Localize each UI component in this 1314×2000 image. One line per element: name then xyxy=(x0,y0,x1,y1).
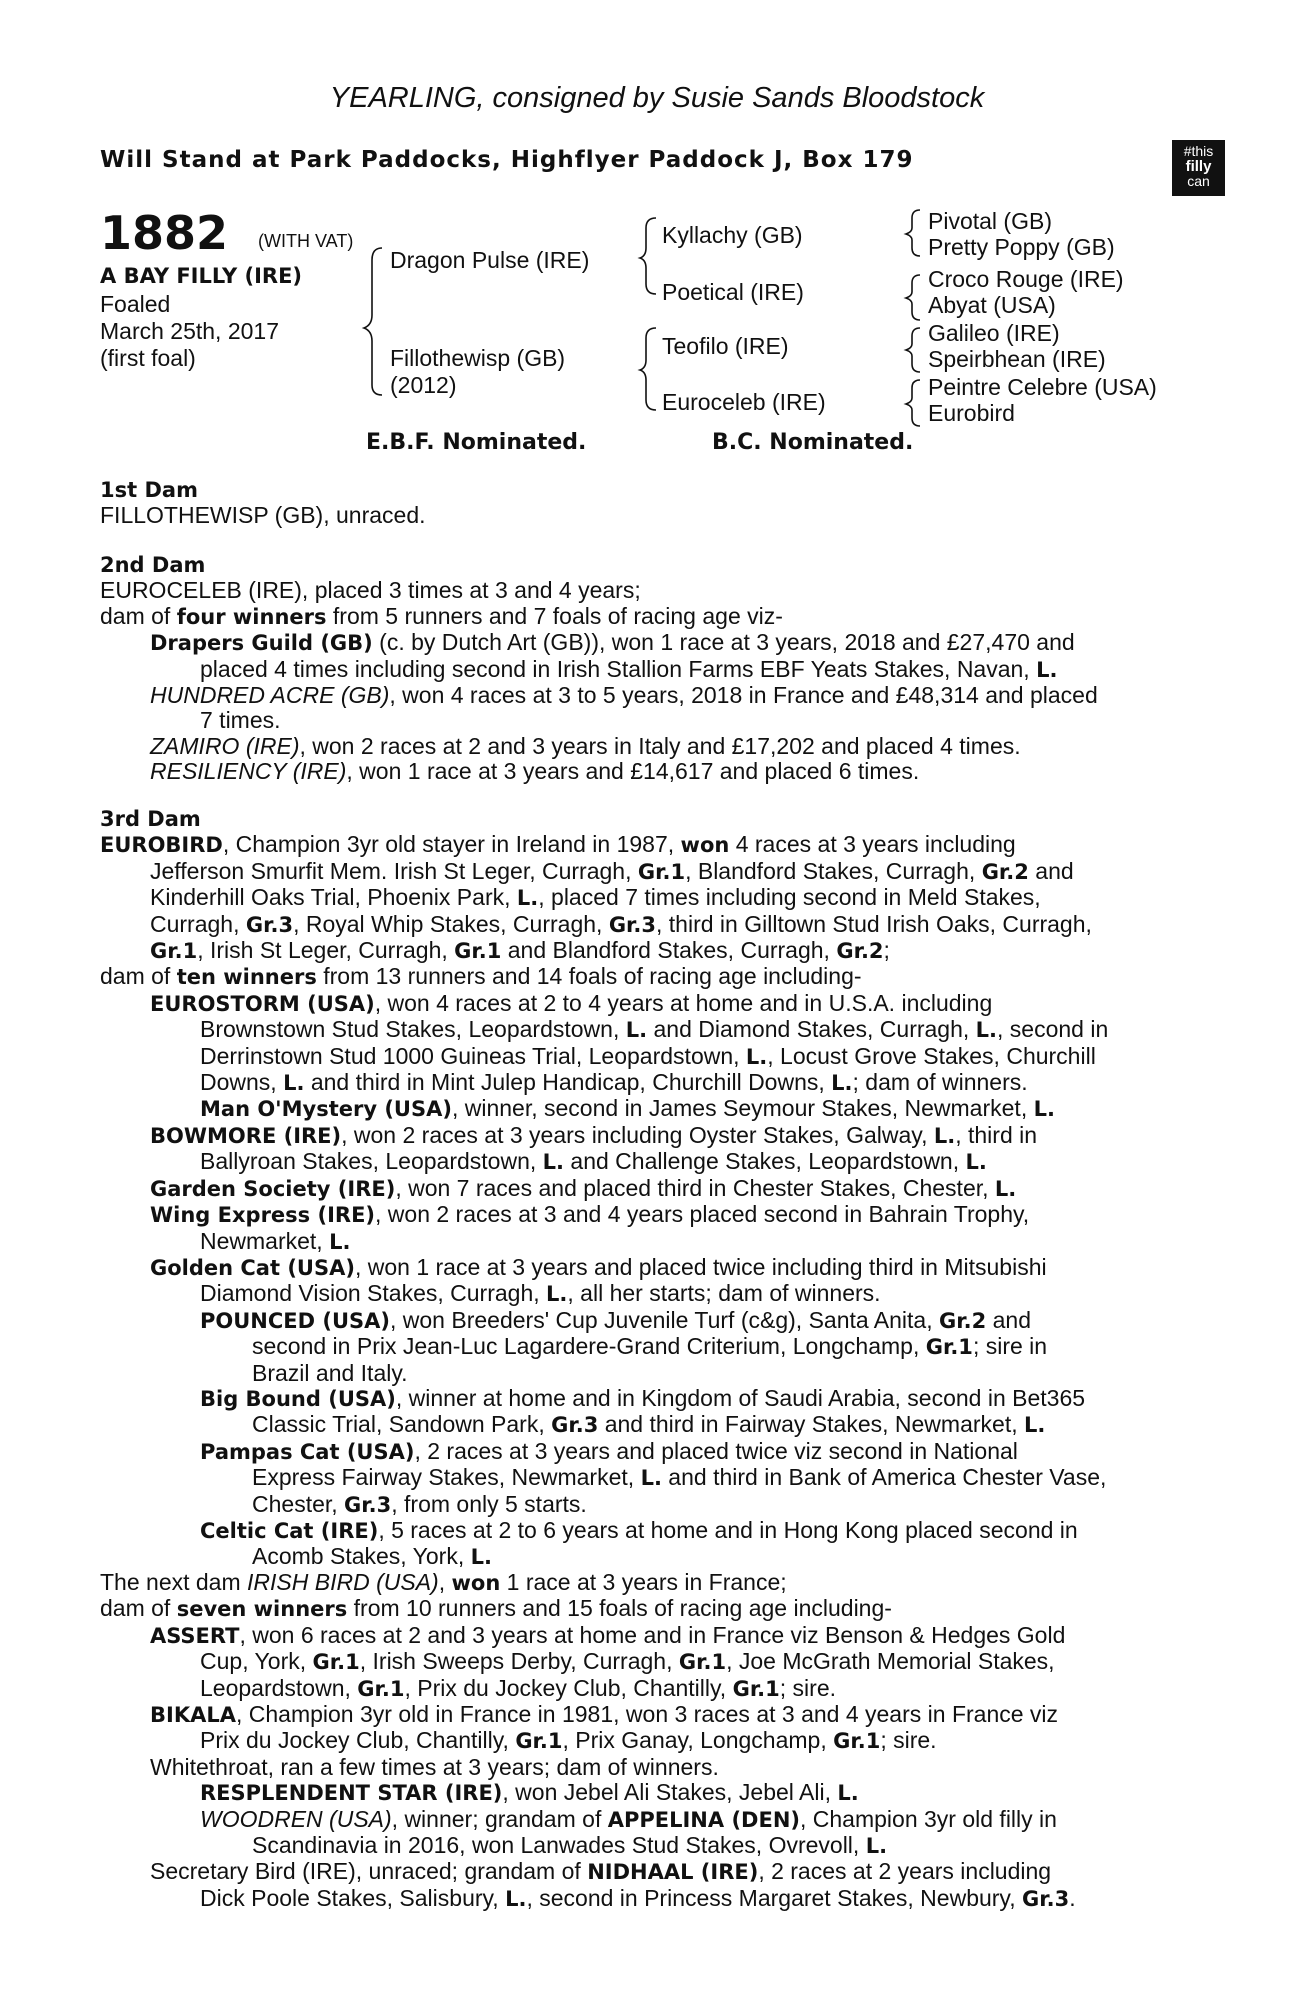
sire-dam: Poetical (IRE) xyxy=(662,279,804,305)
third-dam-line xyxy=(100,1439,1204,1465)
text-run: L. xyxy=(470,1545,492,1570)
third-dam-line xyxy=(100,1070,1204,1096)
text-run: from 13 runners and 14 foals of racing age including- xyxy=(316,963,862,990)
text-run: and Diamond Stakes, Curragh, xyxy=(647,1016,976,1043)
text-run: dam of xyxy=(100,1595,177,1622)
next-dam-line xyxy=(100,1780,1204,1806)
text-run: EUROSTORM (USA) xyxy=(150,991,375,1016)
text-run: placed 4 times including second in Irish Stallion Farms EBF Yeats Stakes, Navan, xyxy=(200,655,1037,682)
badge-line-3: can xyxy=(1187,173,1210,189)
text-run: Pampas Cat (USA) xyxy=(200,1439,415,1464)
text-run: and third in Mint Julep Handicap, Churchill Downs, xyxy=(304,1069,832,1096)
text-run: , won 2 races at 3 and 4 years placed second in Bahrain Trophy, xyxy=(375,1201,1030,1228)
text-run: L. xyxy=(837,1781,859,1806)
text-run: HUNDRED ACRE (GB) xyxy=(150,682,390,709)
text-run: and Blandford Stakes, Curragh, xyxy=(501,937,837,964)
text-run: RESPLENDENT STAR (IRE) xyxy=(200,1781,503,1806)
text-run: Kinderhill Oaks Trial, Phoenix Park, xyxy=(150,884,517,911)
dam: Fillothewisp (GB) xyxy=(390,345,566,371)
text-run: Golden Cat (USA) xyxy=(150,1255,355,1280)
third-dam-line xyxy=(100,1518,1204,1544)
text-run: Secretary Bird (IRE), unraced; grandam of xyxy=(150,1858,588,1885)
third-dam-line xyxy=(100,1544,1204,1570)
dam-year: (2012) xyxy=(390,372,457,398)
text-run: Ballyroan Stakes, Leopardstown, xyxy=(200,1148,543,1175)
text-run: Classic Trial, Sandown Park, xyxy=(252,1411,552,1438)
text-run: Gr.1 xyxy=(678,1650,727,1675)
text-run: Chester, xyxy=(252,1490,345,1517)
text-run: ; dam of winners. xyxy=(852,1069,1028,1096)
text-run: , won Breeders' Cup Juvenile Turf (c&g), Santa Anita, xyxy=(390,1306,940,1333)
third-dam-line xyxy=(100,991,1204,1017)
text-run: EUROBIRD xyxy=(100,833,223,858)
text-run: Leopardstown, xyxy=(200,1674,358,1701)
text-run: Gr.1 xyxy=(312,1650,360,1675)
second-dam-section xyxy=(100,553,1204,785)
text-run: POUNCED (USA) xyxy=(200,1308,390,1333)
text-run: Gr.2 xyxy=(836,939,884,964)
second-dam-line xyxy=(100,604,1204,630)
next-dam-line xyxy=(100,1623,1204,1649)
text-run: , Blandford Stakes, Curragh, xyxy=(685,857,982,884)
second-dam-heading: 2nd Dam xyxy=(100,553,206,577)
text-run: dam of xyxy=(100,963,177,990)
text-run: Gr.1 xyxy=(357,1676,405,1701)
text-run: L. xyxy=(745,1044,768,1069)
text-run: Gr.1 xyxy=(925,1335,973,1360)
g3-3: Croco Rouge (IRE) xyxy=(928,266,1124,292)
first-dam-section xyxy=(100,478,1204,529)
text-run: , third in Gilltown Stud Irish Oaks, Curragh, xyxy=(656,910,1092,937)
third-dam-line xyxy=(100,1176,1204,1202)
sire: Dragon Pulse (IRE) xyxy=(390,247,590,273)
text-run: (c. by Dutch Art (GB)), won 1 race at 3 years, 2018 and £27,470 and xyxy=(372,629,1075,656)
text-run: ; sire in xyxy=(972,1333,1048,1360)
text-run: dam of xyxy=(100,602,177,629)
next-dam-line: Whitethroat, ran a few times at 3 years; dam of winners. xyxy=(150,1753,719,1780)
text-run: The next dam xyxy=(100,1569,248,1595)
g3-4: Abyat (USA) xyxy=(928,292,1056,318)
text-run: Drapers Guild (GB) xyxy=(150,631,373,656)
third-dam-line xyxy=(100,964,1204,990)
third-dam-line: Brazil and Italy. xyxy=(252,1359,408,1386)
text-run: ; sire. xyxy=(880,1727,937,1754)
second-dam-line xyxy=(100,759,1204,784)
text-run: WOODREN (USA) xyxy=(200,1805,392,1832)
second-dam-line xyxy=(100,657,1204,683)
text-run: , Locust Grove Stakes, Churchill xyxy=(767,1042,1096,1069)
text-run: Dick Poole Stakes, Salisbury, xyxy=(200,1884,506,1911)
next-dam-line xyxy=(100,1859,1204,1885)
text-run: won xyxy=(680,833,730,858)
text-run: ASSERT xyxy=(150,1623,240,1648)
text-run: and third in Fairway Stakes, Newmarket, xyxy=(598,1411,1024,1438)
third-dam-line xyxy=(100,912,1204,938)
next-dam-line xyxy=(100,1702,1204,1728)
text-run: , 2 races at 3 years and placed twice viz second in National xyxy=(414,1437,1018,1464)
vat-note: (WITH VAT) xyxy=(258,231,354,251)
text-run: Prix du Jockey Club, Chantilly, xyxy=(200,1727,516,1754)
text-run: 4 races at 3 years including xyxy=(729,831,1016,858)
text-run: ; xyxy=(883,937,890,964)
text-run: Gr.1 xyxy=(732,1676,780,1701)
third-dam-line xyxy=(100,1465,1204,1491)
text-run: APPELINA (DEN) xyxy=(607,1807,800,1832)
text-run: , won 2 races at 3 years including Oyster Stakes, Galway, xyxy=(341,1121,934,1148)
text-run: , won 6 races at 2 and 3 years at home and in France viz Benson & Hedges Gold xyxy=(239,1621,1066,1648)
next-dam-line xyxy=(100,1676,1204,1702)
text-run: BOWMORE (IRE) xyxy=(150,1123,342,1148)
text-run: , Champion 3yr old in France in 1981, won 3 races at 3 and 4 years in France viz xyxy=(235,1701,1059,1728)
text-run: Acomb Stakes, York, xyxy=(252,1543,471,1570)
text-run: , won 1 race at 3 years and placed twice including third in Mitsubishi xyxy=(354,1253,1047,1280)
text-run: , won 4 races at 2 to 4 years at home and in U.S.A. including xyxy=(374,989,993,1016)
text-run: , placed 7 times including second in Meld Stakes, xyxy=(538,884,1041,911)
text-run: , won Jebel Ali Stakes, Jebel Ali, xyxy=(502,1779,838,1806)
text-run: , won 2 races at 2 and 3 years in Italy and £17,202 and placed 4 times. xyxy=(299,732,1021,759)
next-dam-line xyxy=(100,1807,1204,1833)
text-run: , xyxy=(438,1569,452,1595)
text-run: Jefferson Smurfit Mem. Irish St Leger, Curragh, xyxy=(150,857,638,884)
text-run: Downs, xyxy=(200,1069,284,1096)
first-dam-heading: 1st Dam xyxy=(100,478,198,502)
text-run: RESILIENCY (IRE) xyxy=(150,758,347,785)
text-run: seven winners xyxy=(176,1597,348,1622)
third-dam-line xyxy=(100,1281,1204,1307)
g3-5: Galileo (IRE) xyxy=(928,320,1060,346)
sire-sire: Kyllachy (GB) xyxy=(662,222,803,248)
third-dam-line xyxy=(100,1412,1204,1438)
third-dam-line xyxy=(100,1492,1204,1518)
text-run: from 10 runners and 15 foals of racing age including- xyxy=(347,1595,892,1622)
third-dam-line xyxy=(100,885,1204,911)
text-run: Express Fairway Stakes, Newmarket, xyxy=(252,1464,641,1491)
next-dam-line xyxy=(100,1886,1204,1912)
text-run: L. xyxy=(546,1282,568,1307)
text-run: ten winners xyxy=(176,965,317,990)
text-run: Big Bound (USA) xyxy=(200,1386,396,1411)
text-run: Gr.3 xyxy=(608,912,657,937)
text-run: , won 4 races at 3 to 5 years, 2018 in France and £48,314 and placed xyxy=(389,682,1098,709)
text-run: Gr.1 xyxy=(833,1729,881,1754)
text-run: ; sire. xyxy=(779,1674,837,1701)
g3-1: Pivotal (GB) xyxy=(928,208,1052,234)
text-run: Gr.1 xyxy=(637,859,686,884)
text-run: four winners xyxy=(176,604,327,629)
text-run: Gr.1 xyxy=(150,939,198,964)
text-run: and xyxy=(1028,857,1074,884)
third-dam-line xyxy=(100,1334,1204,1360)
text-run: , Prix Ganay, Longchamp, xyxy=(562,1727,834,1754)
text-run: L. xyxy=(329,1229,351,1254)
text-run: Gr.3 xyxy=(1022,1886,1070,1911)
dam-sire: Teofilo (IRE) xyxy=(662,333,789,359)
text-run: Gr.1 xyxy=(515,1729,563,1754)
text-run: , Irish Sweeps Derby, Curragh, xyxy=(359,1648,679,1675)
text-run: IRISH BIRD (USA) xyxy=(247,1569,439,1595)
second-dam-line xyxy=(100,734,1204,759)
second-dam-line xyxy=(100,683,1204,708)
text-run: Gr.3 xyxy=(245,912,294,937)
text-run: , second in Princess Margaret Stakes, Newbury, xyxy=(526,1884,1023,1911)
text-run: , Royal Whip Stakes, Curragh, xyxy=(293,910,609,937)
text-run: , Joe McGrath Memorial Stakes, xyxy=(726,1648,1055,1675)
text-run: 1 race at 3 years in France; xyxy=(500,1569,787,1595)
foaled-date: March 25th, 2017 xyxy=(100,318,280,344)
text-run: Gr.2 xyxy=(939,1308,987,1333)
text-run: L. xyxy=(1036,657,1058,682)
text-run: L. xyxy=(975,1018,998,1043)
g3-7: Peintre Celebre (USA) xyxy=(928,374,1157,400)
text-run: Gr.3 xyxy=(551,1413,599,1438)
third-dam-line xyxy=(100,1308,1204,1334)
text-run: won xyxy=(451,1571,501,1595)
foal-note: (first foal) xyxy=(100,345,196,371)
second-dam-line xyxy=(100,630,1204,656)
third-dam-line xyxy=(100,1202,1204,1228)
text-run: , second in xyxy=(997,1016,1109,1043)
text-run: from 5 runners and 7 foals of racing age viz- xyxy=(326,602,783,629)
text-run: , won 7 races and placed third in Chester Stakes, Chester, xyxy=(395,1174,995,1201)
text-run: L. xyxy=(831,1071,853,1096)
next-dam-section xyxy=(100,1570,1204,1912)
lot-number: 1882 xyxy=(100,206,229,260)
text-run: Gr.2 xyxy=(981,859,1029,884)
text-run: Diamond Vision Stakes, Curragh, xyxy=(200,1280,547,1307)
badge-line-1: #this xyxy=(1183,143,1214,159)
text-run: L. xyxy=(516,886,539,911)
text-run: Curragh, xyxy=(150,910,246,937)
text-run: . xyxy=(1069,1884,1076,1911)
third-dam-line xyxy=(100,1017,1204,1043)
text-run: L. xyxy=(283,1071,305,1096)
third-dam-line xyxy=(100,1044,1204,1070)
text-run: Gr.1 xyxy=(454,939,502,964)
text-run: Cup, York, xyxy=(200,1648,313,1675)
text-run: , 2 races at 2 years including xyxy=(758,1858,1052,1885)
third-dam-line xyxy=(100,1229,1204,1255)
text-run: ZAMIRO (IRE) xyxy=(150,732,300,759)
page-title: YEARLING, consigned by Susie Sands Bloodstock xyxy=(329,82,985,114)
text-run: Newmarket, xyxy=(200,1227,330,1254)
third-dam-line xyxy=(100,832,1204,858)
third-dam-heading: 3rd Dam xyxy=(100,807,201,831)
text-run: , third in xyxy=(955,1121,1038,1148)
next-dam-line xyxy=(100,1649,1204,1675)
text-run: L. xyxy=(505,1886,527,1911)
g3-8: Eurobird xyxy=(928,400,1015,426)
text-run: , won 1 race at 3 years and £14,617 and placed 6 times. xyxy=(346,758,920,785)
badge-line-2: filly xyxy=(1185,158,1212,175)
first-dam-text: FILLOTHEWISP (GB), unraced. xyxy=(100,502,426,529)
third-dam-line xyxy=(100,1149,1204,1175)
next-dam-line xyxy=(100,1728,1204,1754)
next-dam-line xyxy=(100,1596,1204,1622)
text-run: L. xyxy=(994,1176,1017,1201)
text-run: , all her starts; dam of winners. xyxy=(567,1280,881,1307)
text-run: Derrinstown Stud 1000 Guineas Trial, Leopardstown, xyxy=(200,1042,746,1069)
text-run: L. xyxy=(865,1834,888,1859)
third-dam-line xyxy=(100,938,1204,964)
text-run: , Prix du Jockey Club, Chantilly, xyxy=(404,1674,733,1701)
second-dam-line: EUROCELEB (IRE), placed 3 times at 3 and 4 years; xyxy=(100,577,641,604)
lot-description: A BAY FILLY (IRE) xyxy=(100,264,303,288)
text-run: , Champion 3yr old filly in xyxy=(800,1805,1057,1832)
text-run: Brownstown Stud Stakes, Leopardstown, xyxy=(200,1016,626,1043)
text-run: , 5 races at 2 to 6 years at home and in Hong Kong placed second in xyxy=(378,1516,1078,1543)
text-run: NIDHAAL (IRE) xyxy=(587,1860,759,1885)
third-dam-line xyxy=(100,1255,1204,1281)
text-run: , Irish St Leger, Curragh, xyxy=(197,937,455,964)
g3-6: Speirbhean (IRE) xyxy=(928,346,1106,372)
text-run: , winner, second in James Seymour Stakes, Newmarket, xyxy=(451,1095,1034,1122)
text-run: second in Prix Jean-Luc Lagardere-Grand Criterium, Longchamp, xyxy=(252,1333,926,1360)
third-dam-line xyxy=(100,1386,1204,1412)
g3-2: Pretty Poppy (GB) xyxy=(928,234,1115,260)
text-run: Man O'Mystery (USA) xyxy=(200,1097,452,1122)
dam-dam: Euroceleb (IRE) xyxy=(662,389,826,415)
ebf-nominated: E.B.F. Nominated. xyxy=(366,430,587,455)
text-run: , Champion 3yr old stayer in Ireland in 1987, xyxy=(222,831,681,858)
third-dam-section xyxy=(100,807,1204,1571)
third-dam-line xyxy=(100,859,1204,885)
text-run: , from only 5 starts. xyxy=(391,1490,587,1517)
second-dam-line: 7 times. xyxy=(200,707,281,734)
text-run: Celtic Cat (IRE) xyxy=(200,1518,379,1543)
text-run: Scandinavia in 2016, won Lanwades Stud Stakes, Ovrevoll, xyxy=(252,1832,866,1859)
text-run: and Challenge Stakes, Leopardstown, xyxy=(564,1148,966,1175)
text-run: Wing Express (IRE) xyxy=(150,1203,376,1228)
text-run: BIKALA xyxy=(150,1703,236,1728)
text-run: L. xyxy=(933,1123,956,1148)
text-run: , winner; grandam of xyxy=(391,1805,608,1832)
stand-location: Will Stand at Park Paddocks, Highflyer Paddock J, Box 179 xyxy=(100,147,914,173)
text-run: L. xyxy=(1033,1097,1055,1122)
bc-nominated: B.C. Nominated. xyxy=(712,430,914,455)
text-run: L. xyxy=(640,1466,662,1491)
text-run: L. xyxy=(625,1018,648,1043)
text-run: and third in Bank of America Chester Vase, xyxy=(661,1464,1107,1491)
text-run: Gr.3 xyxy=(344,1492,392,1517)
text-run: L. xyxy=(965,1150,987,1175)
third-dam-line xyxy=(100,1096,1204,1122)
text-run: and xyxy=(986,1306,1031,1333)
third-dam-line xyxy=(100,1123,1204,1149)
foaled-label: Foaled xyxy=(100,291,171,317)
text-run: , winner at home and in Kingdom of Saudi Arabia, second in Bet365 xyxy=(395,1384,1086,1411)
text-run: L. xyxy=(542,1150,565,1175)
next-dam-line xyxy=(100,1833,1204,1859)
next-dam-line xyxy=(100,1570,1204,1596)
text-run: Garden Society (IRE) xyxy=(150,1176,396,1201)
text-run: L. xyxy=(1024,1413,1046,1438)
